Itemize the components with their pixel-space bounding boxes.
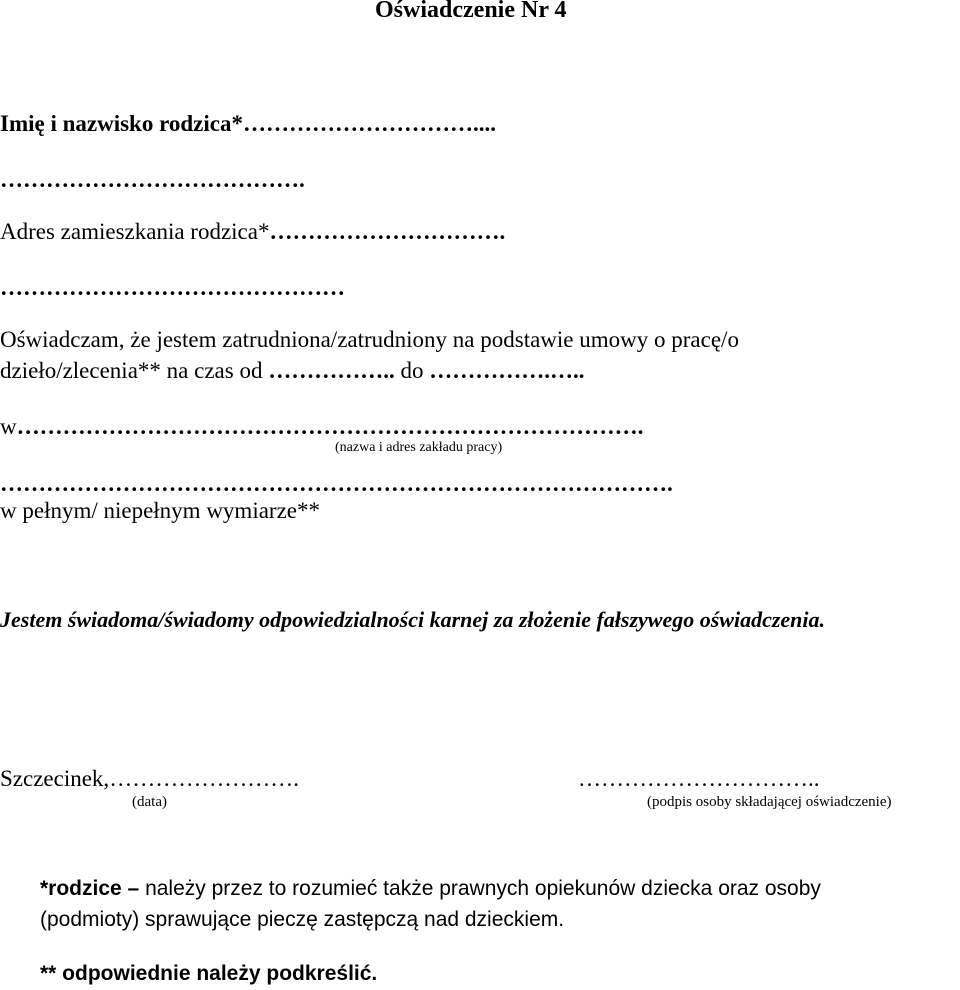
signature-caption: (podpis osoby składającej oświadczenie) xyxy=(647,794,892,810)
period-from-dots[interactable]: …………….. xyxy=(268,358,395,383)
parent-address-dots-continuation[interactable]: ……………………………………… xyxy=(0,275,345,300)
date-dots[interactable]: ……………………. xyxy=(109,766,299,791)
workplace-caption: (nazwa i adres zakładu pracy) xyxy=(335,440,503,455)
parent-name-dots-continuation[interactable]: …………………………………. xyxy=(0,167,305,192)
parent-name-line xyxy=(0,110,496,138)
period-to-label: do xyxy=(400,358,424,383)
declaration-text: Jestem świadoma/świadomy odpowiedzialności karnej za złożenie fałszywego oświadczenia. xyxy=(0,607,826,632)
footnote-dash: – xyxy=(127,877,140,900)
parent-address-line xyxy=(0,218,505,246)
period-to-dots[interactable]: …………….….. xyxy=(429,358,585,383)
signature-dots[interactable]: ………………………….. xyxy=(578,766,820,791)
footnote-underline-instruction: ** odpowiednie należy podkreślić. xyxy=(40,962,378,985)
workplace-dots-continuation[interactable]: ……………………………………………………………………………. xyxy=(0,471,673,496)
date-caption: (data) xyxy=(132,794,167,810)
footnote-text-1: należy przez to rozumieć także prawnych opiekunów dziecka oraz osoby xyxy=(145,877,821,900)
parent-name-label: Imię i nazwisko rodzica* xyxy=(0,111,243,136)
footnote-term: *rodzice xyxy=(40,877,122,900)
workplace-line xyxy=(0,413,643,441)
signature-place-line xyxy=(0,765,299,793)
employment-type: w pełnym/ niepełnym wymiarze** xyxy=(0,498,321,523)
period-label: dzieło/zlecenia** na czas od xyxy=(0,358,263,383)
footnote-rodzice xyxy=(40,875,821,903)
statement-line-2 xyxy=(0,357,584,385)
workplace-prefix: w xyxy=(0,414,17,439)
statement-line-1: Oświadczam, że jestem zatrudniona/zatrudniony na podstawie umowy o pracę/o xyxy=(0,327,739,352)
workplace-dots[interactable]: ………………………………………………………………………. xyxy=(16,414,644,439)
parent-name-dots[interactable]: ………………………….... xyxy=(242,111,496,136)
page-title: Oświadczenie Nr 4 xyxy=(375,0,567,23)
parent-address-dots[interactable]: …………………………. xyxy=(269,219,506,244)
parent-address-label: Adres zamieszkania rodzica* xyxy=(0,219,270,244)
footnote-text-2: (podmioty) sprawujące pieczę zastępczą nad dzieckiem. xyxy=(40,908,565,931)
place-label: Szczecinek, xyxy=(0,766,110,791)
